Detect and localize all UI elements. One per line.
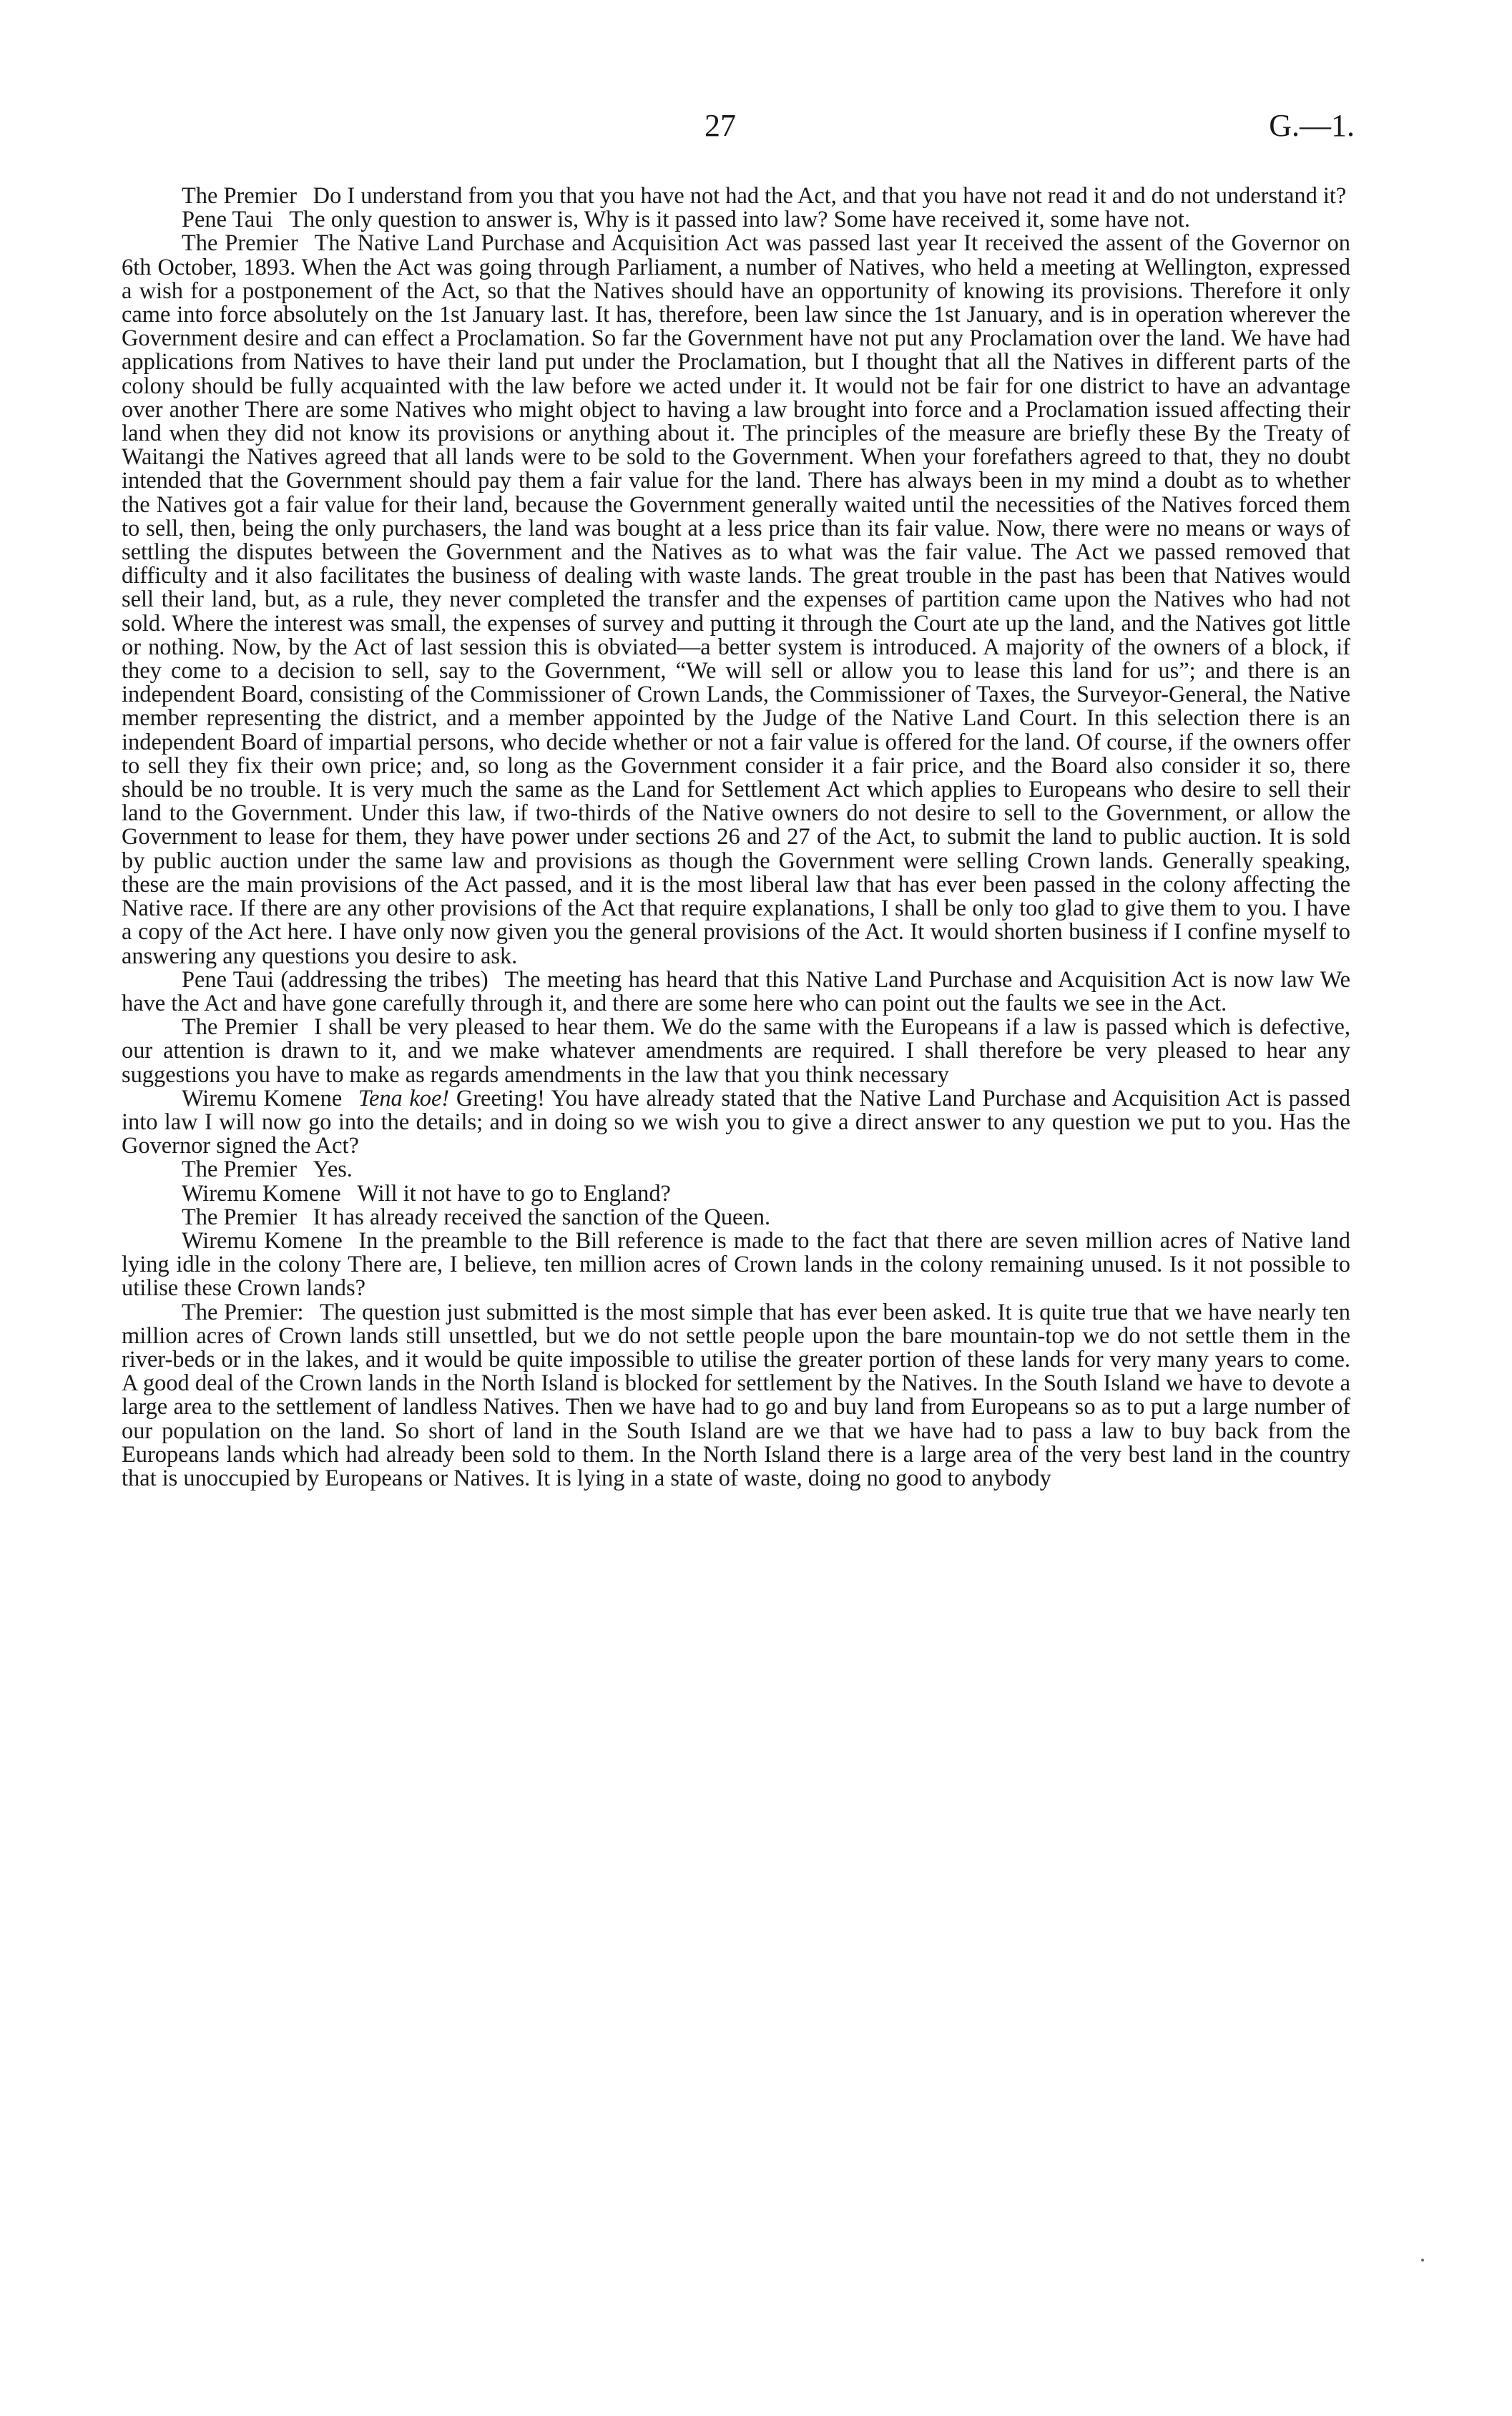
speaker-name: Wiremu Komene [182,1085,343,1111]
speech-text: Will it not have to go to England? [357,1180,671,1207]
paragraph-5 [122,1016,1350,1087]
paragraph-4 [122,968,1350,1016]
speaker-name: The Premier [182,183,297,209]
paragraph-7 [122,1158,1350,1182]
speaker-name: The Premier [182,1014,298,1041]
speech-text: The meeting has heard that this Native Land Purchase and Acquisition Act is now law We have the Act and have gone carefully through it, and there are some here who can point out the faults we see in the Act. [122,966,1350,1016]
paragraph-2 [122,208,1350,232]
speaker-name: Pene Taui (addressing the tribes) [182,966,489,993]
speech-text: It has already received the sanction of the Queen. [313,1204,771,1230]
speech-text: In the preamble to the Bill reference is made to the fact that there are seven million acres of Native land lying idle in the colony There are, I believe, ten million acres of Crown lands in the colony remaining unused. Is it not possible to utilise these Crown lands? [122,1227,1350,1302]
scan-speck [1421,2259,1424,2262]
speaker-name: Wiremu Komene [182,1227,343,1254]
paragraph-8 [122,1182,1350,1206]
speaker-name: The Premier [182,1157,297,1183]
greeting-italic: Tena koe! [358,1085,450,1111]
speech-text: I shall be very pleased to hear them. We do the same with the Europeans if a law is passed which is defective, our attention is drawn to it, and we make whatever amendments are required. I shall therefore be very pleased to hear any suggestions you have to make as regards amendments in the law that you think necessary [122,1014,1350,1088]
paragraph-3 [122,232,1350,968]
paragraph-1 [122,185,1350,208]
page-number: 27 [705,108,736,143]
paragraph-11 [122,1301,1350,1491]
speech-text: Yes. [313,1157,353,1183]
speech-text: Do I understand from you that you have not had the Act, and that you have not read it and do not understand it? [313,183,1347,209]
speaker-name: The Premier: [182,1299,304,1325]
speaker-name: Wiremu Komene [182,1180,341,1207]
speech-text: Greeting! You have already stated that the Native Land Purchase and Acquisition Act is passed into law I will now go into the details; and in doing so we wish you to give a direct answer to any question we put to you. Has the Governor signed the Act? [122,1085,1350,1159]
page-header [0,107,1512,150]
speaker-name: Pene Taui [182,207,273,233]
speaker-name: The Premier [182,230,298,257]
speaker-name: The Premier [182,1204,297,1230]
paragraph-10 [122,1229,1350,1301]
speech-text: The only question to answer is, Why is it passed into law? Some have received it, some have not. [289,207,1190,233]
transcript-body [122,185,1350,1491]
paragraph-6 [122,1087,1350,1159]
speech-text: The Native Land Purchase and Acquisition Act was passed last year It received the assent of the Governor on 6th October, 1893. When the Act was going through Parliament, a number of Natives, who held a meeting at Wellington, expressed a wish for a postponement of the Act, so that the Natives should have an opportunity of knowing its provisions. Therefore it only came into force absolutely on the 1st January last. It has, therefore, been law since the 1st January, and is in operation wherever the Government desire and can effect a Proclamation. So far the Government have not put any Proclamation over the land. We have had applications from Natives to have their land put under the Proclamation, but I thought that all the Natives in different parts of the colony should be fully acquainted with the law before we acted under it. It would not be fair for one district to have an advantage over another There are some Natives who might object to having a law brought into force and a Proclamation issued affecting their land when they did not know its provisions or anything about it. The principles of the measure are briefly these By the Treaty of Waitangi the Natives agreed that all lands were to be sold to the Government. When your forefathers agreed to that, they no doubt intended that the Government should pay them a fair value for the land. There has always been in my mind a doubt as to whether the Natives got a fair value for their land, because the Government generally waited until the necessities of the Natives forced them to sell, then, being the only purchasers, the land was bought at a less price than its fair value. Now, there were no means or ways of settling the disputes between the Government and the Natives as to what was the fair value. The Act we passed removed that difficulty and it also facilitates the business of dealing with waste lands. The great trouble in the past has been that Natives would sell their land, but, as a rule, they never completed the transfer and the expenses of partition came upon the Natives who had not sold. Where the interest was small, the expenses of survey and putting it through the Court ate up the land, and the Natives got little or nothing. Now, by the Act of last session this is obviated—a better system is introduced. A majority of the owners of a block, if they come to a decision to sell, say to the Government, “We will sell or allow you to lease this land for us”; and there is an independent Board, consisting of the Commissioner of Crown Lands, the Commissioner of Taxes, the Surveyor-General, the Native member representing the district, and a member appointed by the Judge of the Native Land Court. In this selection there is an independent Board of impartial persons, who decide whether or not a fair value is offered for the land. Of course, if the owners offer to sell they fix their own price; and, so long as the Government consider it a fair price, and the Board also consider it so, there should be no trouble. It is very much the same as the Land for Settlement Act which applies to Europeans who desire to sell their land to the Government. Under this law, if two-thirds of the Native owners do not desire to sell to the Government, or allow the Government to lease for them, they have power under sections 26 and 27 of the Act, to submit the land to public auction. It is sold by public auction under the same law and provisions as though the Government were selling Crown lands. Generally speaking, these are the main provisions of the Act passed, and it is the most liberal law that has ever been passed in the colony affecting the Native race. If there are any other provisions of the Act that require explanations, I shall be only too glad to give them to you. I have a copy of the Act here. I have only now given you the general provisions of the Act. It would shorten business if I confine myself to answering any questions you desire to ask. [122,230,1350,969]
paragraph-9 [122,1206,1350,1229]
report-code: G.—1. [1269,108,1355,143]
speech-text: The question just submitted is the most simple that has ever been asked. It is quite true that we have nearly ten million acres of Crown lands still unsettled, but we do not settle people upon the bare mountain-top we do not settle them in the river-beds or in the lakes, and it would be quite impossible to utilise the greater portion of these lands for very many years to come. A good deal of the Crown lands in the North Island is blocked for settlement by the Natives. In the South Island we have to devote a large area to the settlement of landless Natives. Then we have had to go and buy land from Europeans so as to put a large number of our population on the land. So short of land in the South Island are we that we have had to pass a law to buy back from the Europeans lands which had already been sold to them. In the North Island there is a large area of the very best land in the country that is unoccupied by Europeans or Natives. It is lying in a state of waste, doing no good to anybody [122,1299,1350,1491]
